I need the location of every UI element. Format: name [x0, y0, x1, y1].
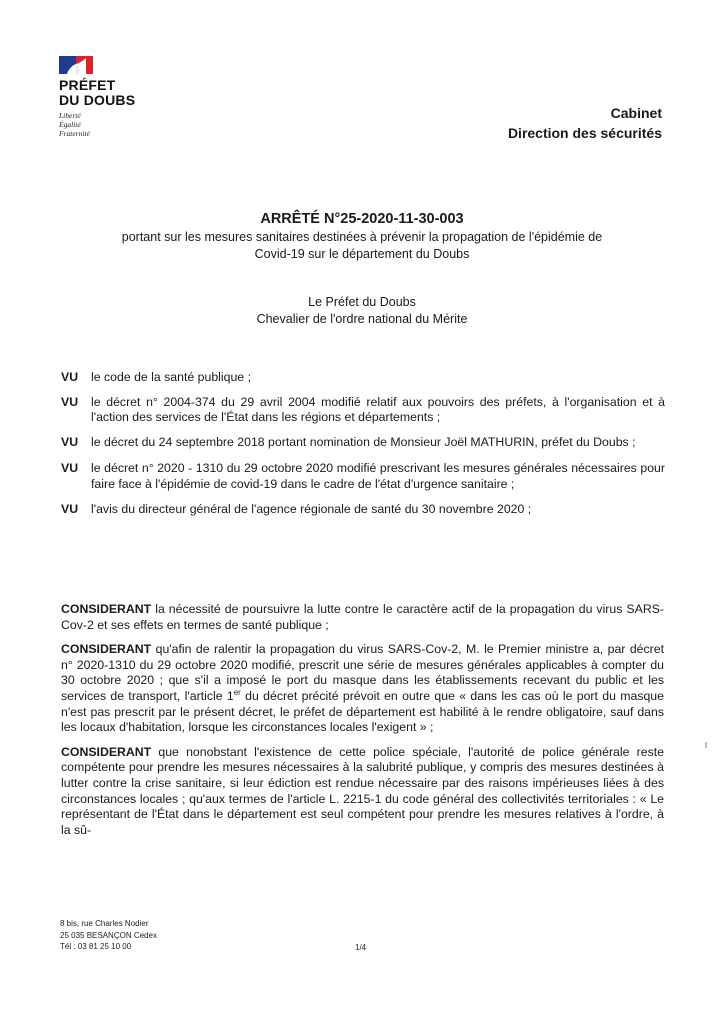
prefet-honor-line: Chevalier de l'ordre national du Mérite	[256, 312, 468, 326]
prefet-line-2: DU DOUBS	[59, 92, 136, 108]
considerant-label: CONSIDERANT	[61, 642, 152, 657]
prefecture-logo	[59, 56, 169, 138]
scan-mark	[705, 742, 707, 748]
arrete-number: ARRÊTÉ N°25-2020-11-30-003	[260, 211, 464, 227]
vu-list	[61, 370, 665, 517]
considerant-paragraph	[61, 745, 664, 839]
motto-egalite: Égalité	[59, 120, 81, 129]
vu-label: VU	[61, 461, 79, 476]
marianne-flag-logo	[59, 56, 93, 74]
republic-motto	[59, 111, 169, 138]
vu-label: VU	[61, 434, 79, 449]
arrete-subtitle-line-1: portant sur les mesures sanitaires destinées à prévenir la propagation de l'épidémie de	[121, 230, 603, 244]
vu-label: VU	[61, 501, 79, 516]
vu-item	[61, 370, 665, 386]
considerant-text: que nonobstant l'existence de cette police spéciale, l'autorité de police générale reste compétente pour prendre les mesures nécessaires à la salubrité publique, y compris des mesures destinées à lutter contre la crise sanitaire, si leur édiction est rendue nécessaire par des raisons impérieuses liées à des circonstances locales ; qu'aux termes de l'article L. 2215-1 du code général des collectivités territoriales : « Le représentant de l'État dans le département est seul compétent pour prendre les mesures relatives à l'ordre, à la sû-	[61, 744, 664, 837]
prefet-title-line: Le Préfet du Doubs	[308, 295, 416, 309]
cabinet-label: Cabinet	[610, 105, 662, 121]
vu-text: le code de la santé publique ;	[91, 370, 251, 384]
vu-text: l'avis du directeur général de l'agence régionale de santé du 30 novembre 2020 ;	[91, 501, 532, 516]
vu-text: le décret n° 2004-374 du 29 avril 2004 modifié relatif aux pouvoirs des préfets, à l'organisation et à l'action des services de l'État dans les régions et départements ;	[91, 394, 665, 425]
considerant-label: CONSIDERANT	[61, 602, 152, 616]
service-header	[508, 103, 662, 143]
address-street: 8 bis, rue Charles Nodier	[60, 919, 149, 928]
prefet-line-1: PRÉFET	[59, 77, 116, 93]
vu-item	[61, 461, 665, 492]
prefet-signatory	[60, 294, 664, 328]
superscript: er	[233, 687, 241, 697]
arrete-subtitle	[60, 229, 664, 263]
vu-label: VU	[61, 370, 79, 384]
footer-address	[60, 918, 157, 953]
considerant-text: qu'afin de ralentir la propagation du virus SARS-Cov-2, M. le Premier ministre a, par décret n° 2020-1310 du 29 octobre 2020 modifié, prescrit une série de mesures générales applicables à compter du 30 octobre 2020 ; que s'il a imposé le port du masque dans les établissements recevant du public et les services de transport, l'article 1	[61, 642, 664, 703]
considerant-paragraph	[61, 602, 664, 633]
considerant-paragraph	[61, 642, 664, 736]
vu-item	[61, 395, 665, 426]
vu-label: VU	[61, 394, 79, 409]
motto-liberte: Liberté	[59, 111, 81, 120]
phone-number: Tél : 03 81 25 10 00	[60, 942, 132, 951]
considerant-text-continued: du décret précité prévoit en outre que « dans les cas où le port du masque n'est pas prescrit par le présent décret, le préfet de département est habilité à le rendre obligatoire, sauf dans les locaux d'habitation, lorsque les circonstances locales l'exigent » ;	[61, 688, 664, 735]
arrete-title-block	[60, 210, 664, 263]
considerants-list	[61, 602, 664, 838]
vu-text: le décret du 24 septembre 2018 portant nomination de Monsieur Joël MATHURIN, préfet du Doubs ;	[91, 434, 636, 449]
vu-item	[61, 435, 665, 451]
considerant-label: CONSIDERANT	[61, 744, 152, 759]
page-number: 1/4	[355, 943, 367, 952]
vu-item	[61, 502, 665, 518]
arrete-subtitle-line-2: Covid-19 sur le département du Doubs	[254, 247, 470, 261]
direction-label: Direction des sécurités	[507, 125, 662, 141]
prefet-name	[59, 78, 169, 108]
address-city: 25 035 BESANÇON Cedex	[60, 930, 157, 940]
vu-text: le décret n° 2020 - 1310 du 29 octobre 2020 modifié prescrivant les mesures générales nécessaires pour faire face à l'épidémie de covid-19 dans le cadre de l'état d'urgence sanitaire ;	[91, 461, 665, 491]
motto-fraternite: Fraternité	[59, 129, 90, 138]
considerant-text: la nécessité de poursuivre la lutte contre le caractère actif de la propagation du virus SARS-Cov-2 et ses effets en termes de santé publique ;	[61, 602, 664, 632]
